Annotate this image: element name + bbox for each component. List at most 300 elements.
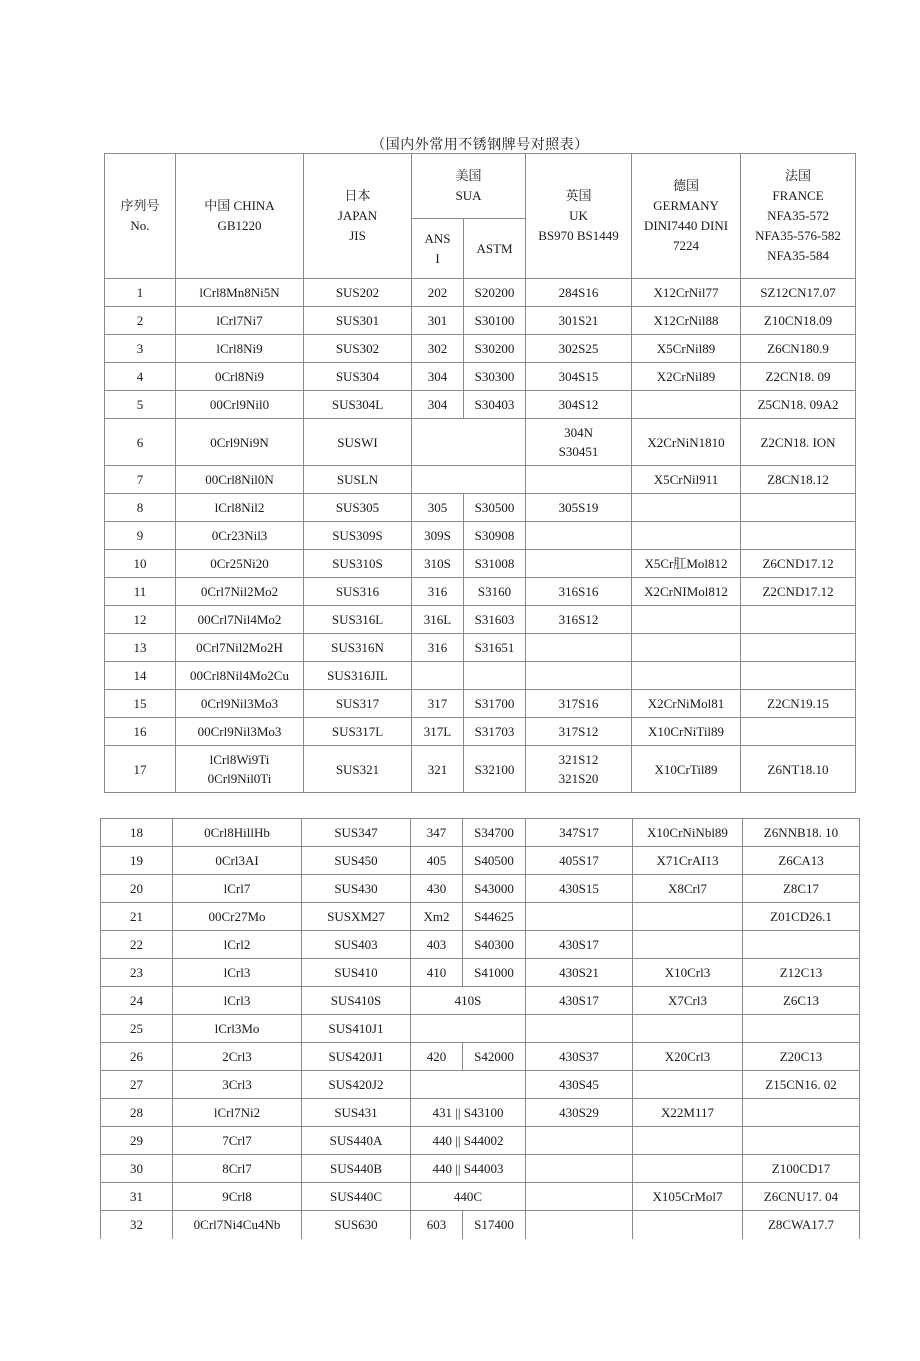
table-row [101, 931, 860, 959]
cell-china: 0Cr23Nil3 [176, 522, 304, 550]
cell-japan: SUSXM27 [302, 903, 411, 931]
header-germany [632, 154, 741, 279]
cell-china: 0Crl9Ni9N [176, 419, 304, 466]
cell-france: Z12C13 [743, 959, 860, 987]
cell-france: Z15CN16. 02 [743, 1071, 860, 1099]
table-row [105, 307, 856, 335]
cell-uk [526, 634, 632, 662]
cell-china [176, 746, 304, 793]
cell-france [741, 662, 856, 690]
cell-no: 25 [101, 1015, 173, 1043]
header-germany-line4: 7224 [673, 238, 700, 253]
cell-china: lCrl3Mo [173, 1015, 302, 1043]
cell-astm: S41000 [463, 959, 526, 987]
cell-france: Z01CD26.1 [743, 903, 860, 931]
header-france-line1: 法国 [785, 168, 812, 183]
cell-no: 19 [101, 847, 173, 875]
cell-germany [632, 522, 741, 550]
cell-japan: SUS310S [304, 550, 412, 578]
cell-no: 6 [105, 419, 176, 466]
cell-japan: SUS316L [304, 606, 412, 634]
cell-germany: X10CrNiNbl89 [633, 819, 743, 847]
header-germany-line2: GERMANY [653, 198, 719, 213]
header-japan-line3: JIS [349, 228, 366, 243]
header-france [741, 154, 856, 279]
table-row [105, 606, 856, 634]
header-ansi-line1: ANS [424, 230, 451, 246]
cell-japan: SUS410J1 [302, 1015, 411, 1043]
cell-ansi: 410 [411, 959, 463, 987]
table-row [101, 1071, 860, 1099]
cell-china: lCrl8Nil2 [176, 494, 304, 522]
cell-france [741, 718, 856, 746]
cell-japan: SUSWI [304, 419, 412, 466]
cell-france [743, 931, 860, 959]
cell-astm: S43000 [463, 875, 526, 903]
cell-ansi: 304 [412, 391, 464, 419]
cell-astm: S30300 [464, 363, 526, 391]
cell-germany [632, 634, 741, 662]
cell-no: 8 [105, 494, 176, 522]
cell-france: Z2CN18. 09 [741, 363, 856, 391]
cell-japan: SUS316JIL [304, 662, 412, 690]
cell-astm: S32100 [464, 746, 526, 793]
cell-uk: 430S37 [526, 1043, 633, 1071]
cell-no: 32 [101, 1211, 173, 1239]
cell-china: 00Crl8Nil0N [176, 466, 304, 494]
table-row [101, 987, 860, 1015]
table-row [105, 363, 856, 391]
cell-no: 16 [105, 718, 176, 746]
cell-astm: S30100 [464, 307, 526, 335]
cell-germany: X71CrAI13 [633, 847, 743, 875]
cell-germany [633, 931, 743, 959]
cell-no: 4 [105, 363, 176, 391]
cell-uk [526, 550, 632, 578]
cell-no: 24 [101, 987, 173, 1015]
table-row [105, 466, 856, 494]
cell-uk: 302S25 [526, 335, 632, 363]
cell-ansi: 316 [412, 578, 464, 606]
table-row [101, 1211, 860, 1239]
cell-china: lCrl3 [173, 987, 302, 1015]
cell-ansi: 202 [412, 279, 464, 307]
cell-no: 20 [101, 875, 173, 903]
cell-france [741, 606, 856, 634]
cell-germany: X7Crl3 [633, 987, 743, 1015]
cell-astm: S42000 [463, 1043, 526, 1071]
table-row [101, 1155, 860, 1183]
cell-no: 31 [101, 1183, 173, 1211]
header-astm: ASTM [464, 219, 526, 279]
cell-ansi: 420 [411, 1043, 463, 1071]
header-france-line3: NFA35-572 [767, 208, 829, 223]
table-row [101, 875, 860, 903]
cell-no: 7 [105, 466, 176, 494]
cell-china: 8Crl7 [173, 1155, 302, 1183]
cell-uk [526, 419, 632, 466]
cell-germany [633, 1071, 743, 1099]
table-row [105, 550, 856, 578]
cell-ansi: 316L [412, 606, 464, 634]
cell-no: 17 [105, 746, 176, 793]
cell-germany: X22M117 [633, 1099, 743, 1127]
cell-ansi: Xm2 [411, 903, 463, 931]
cell-japan: SUS305 [304, 494, 412, 522]
cell-japan: SUS317L [304, 718, 412, 746]
header-china-line1: 中国 CHINA [204, 198, 275, 213]
cell-astm: S40300 [463, 931, 526, 959]
cell-line: S30451 [558, 444, 599, 459]
cell-ansi: 310S [412, 550, 464, 578]
header-uk-line2: UK [569, 208, 588, 223]
cell-no: 23 [101, 959, 173, 987]
steel-grade-table-part2 [100, 818, 860, 1239]
table-caption: （国内外常用不锈钢牌号对照表） [371, 138, 589, 153]
cell-uk: 284S16 [526, 279, 632, 307]
cell-ansi: 430 [411, 875, 463, 903]
cell-uk: 430S29 [526, 1099, 633, 1127]
header-germany-line1: 德国 [673, 178, 700, 193]
cell-japan: SUS410S [302, 987, 411, 1015]
table-row [101, 1015, 860, 1043]
cell-ansi: 403 [411, 931, 463, 959]
cell-germany [632, 494, 741, 522]
cell-japan: SUS347 [302, 819, 411, 847]
table-row [101, 1099, 860, 1127]
cell-ansi: 309S [412, 522, 464, 550]
cell-france: Z6CN180.9 [741, 335, 856, 363]
table-row [101, 1043, 860, 1071]
cell-ansi: 321 [412, 746, 464, 793]
cell-no: 13 [105, 634, 176, 662]
cell-ansi: 317L [412, 718, 464, 746]
header-france-line2: FRANCE [772, 188, 824, 203]
table-row [105, 578, 856, 606]
cell-france: Z6CA13 [743, 847, 860, 875]
cell-ansi: 440 || S44002 [411, 1127, 526, 1155]
cell-line: 321S12 [558, 752, 599, 767]
cell-france: Z8CWA17.7 [743, 1211, 860, 1239]
cell-japan: SUS430 [302, 875, 411, 903]
cell-ansi: 347 [411, 819, 463, 847]
cell-china: 0Crl7Nil2Mo2 [176, 578, 304, 606]
table-row [101, 1127, 860, 1155]
cell-china: 2Crl3 [173, 1043, 302, 1071]
cell-france: Z5CN18. 09A2 [741, 391, 856, 419]
cell-line: 321S20 [558, 771, 599, 786]
cell-no: 9 [105, 522, 176, 550]
cell-ansi: 301 [412, 307, 464, 335]
header-germany-line3: DINI7440 DINI [643, 218, 729, 233]
cell-france: Z100CD17 [743, 1155, 860, 1183]
cell-france [741, 522, 856, 550]
cell-no: 21 [101, 903, 173, 931]
cell-japan: SUS316 [304, 578, 412, 606]
cell-china: lCrl8Ni9 [176, 335, 304, 363]
cell-germany: X10Crl3 [633, 959, 743, 987]
table-row [105, 391, 856, 419]
cell-ansi: 317 [412, 690, 464, 718]
cell-france: SZ12CN17.07 [741, 279, 856, 307]
table-row [105, 662, 856, 690]
cell-no: 1 [105, 279, 176, 307]
cell-uk: 317S16 [526, 690, 632, 718]
cell-no: 30 [101, 1155, 173, 1183]
cell-astm: S30200 [464, 335, 526, 363]
header-japan-line2: JAPAN [337, 208, 378, 223]
cell-uk [526, 1015, 633, 1043]
cell-astm: S44625 [463, 903, 526, 931]
cell-japan: SUS440B [302, 1155, 411, 1183]
header-uk-line1: 英国 [565, 188, 592, 203]
cell-ansi [411, 1071, 526, 1099]
cell-germany [632, 606, 741, 634]
cell-ansi: 603 [411, 1211, 463, 1239]
cell-uk [526, 903, 633, 931]
cell-france [741, 494, 856, 522]
cell-ansi [412, 662, 464, 690]
cell-no: 26 [101, 1043, 173, 1071]
cell-japan: SUS431 [302, 1099, 411, 1127]
cell-no: 2 [105, 307, 176, 335]
cell-uk: 316S16 [526, 578, 632, 606]
cell-china: 0Crl7Nil2Mo2H [176, 634, 304, 662]
cell-china: 9Crl8 [173, 1183, 302, 1211]
header-no-cn: 序列号 [120, 198, 160, 213]
cell-ansi: 305 [412, 494, 464, 522]
cell-no: 5 [105, 391, 176, 419]
cell-germany [633, 903, 743, 931]
cell-astm: S31703 [464, 718, 526, 746]
cell-germany: X2CrNiN1810 [632, 419, 741, 466]
cell-france [743, 1015, 860, 1043]
cell-astm: S3160 [464, 578, 526, 606]
cell-no: 27 [101, 1071, 173, 1099]
cell-japan: SUSLN [304, 466, 412, 494]
cell-no: 29 [101, 1127, 173, 1155]
cell-uk: 430S15 [526, 875, 633, 903]
header-no-en: No. [130, 218, 150, 233]
header-row [105, 154, 856, 219]
cell-uk: 430S21 [526, 959, 633, 987]
cell-china: 3Crl3 [173, 1071, 302, 1099]
cell-astm [464, 662, 526, 690]
cell-france: Z20C13 [743, 1043, 860, 1071]
cell-japan: SUS309S [304, 522, 412, 550]
cell-uk [526, 522, 632, 550]
header-uk [526, 154, 632, 279]
cell-line: 304N [564, 425, 593, 440]
cell-no: 15 [105, 690, 176, 718]
cell-japan: SUS440A [302, 1127, 411, 1155]
cell-germany: X12CrNil88 [632, 307, 741, 335]
header-usa-line1: 美国 [455, 168, 482, 183]
cell-france: Z6C13 [743, 987, 860, 1015]
cell-france: Z10CN18.09 [741, 307, 856, 335]
cell-astm: S31603 [464, 606, 526, 634]
cell-china: lCrl7 [173, 875, 302, 903]
cell-uk: 304S12 [526, 391, 632, 419]
cell-germany: X2CrNiMol81 [632, 690, 741, 718]
cell-uk [526, 1183, 633, 1211]
cell-uk: 301S21 [526, 307, 632, 335]
table-row [101, 903, 860, 931]
cell-germany: X5CrNil911 [632, 466, 741, 494]
cell-astm: S40500 [463, 847, 526, 875]
cell-astm: S30403 [464, 391, 526, 419]
cell-astm: S30500 [464, 494, 526, 522]
header-japan-line1: 日本 [344, 188, 371, 203]
table-row [105, 335, 856, 363]
cell-china: 00Cr27Mo [173, 903, 302, 931]
cell-germany [633, 1211, 743, 1239]
cell-china: 0Crl3AI [173, 847, 302, 875]
cell-astm: S31008 [464, 550, 526, 578]
cell-china: 00Crl7Nil4Mo2 [176, 606, 304, 634]
cell-astm: S34700 [463, 819, 526, 847]
cell-france: Z2CN19.15 [741, 690, 856, 718]
cell-ansi: 304 [412, 363, 464, 391]
cell-uk [526, 466, 632, 494]
cell-ansi: 440C [411, 1183, 526, 1211]
header-japan [304, 154, 412, 279]
cell-ansi: 410S [411, 987, 526, 1015]
cell-no: 22 [101, 931, 173, 959]
cell-line: lCrl8Wi9Ti [209, 752, 270, 767]
cell-astm: S30908 [464, 522, 526, 550]
cell-china: lCrl2 [173, 931, 302, 959]
cell-astm: S20200 [464, 279, 526, 307]
cell-japan: SUS440C [302, 1183, 411, 1211]
cell-germany: X12CrNil77 [632, 279, 741, 307]
cell-uk [526, 1211, 633, 1239]
cell-germany: X2CrNIMol812 [632, 578, 741, 606]
cell-france: Z8C17 [743, 875, 860, 903]
cell-ansi: 431 || S43100 [411, 1099, 526, 1127]
cell-germany [633, 1127, 743, 1155]
cell-china: lCrl3 [173, 959, 302, 987]
cell-japan: SUS403 [302, 931, 411, 959]
cell-uk [526, 746, 632, 793]
cell-japan: SUS450 [302, 847, 411, 875]
header-france-line5: NFA35-584 [767, 248, 829, 263]
cell-ansi: 405 [411, 847, 463, 875]
cell-france: Z6NNB18. 10 [743, 819, 860, 847]
header-france-line4: NFA35-576-582 [755, 228, 841, 243]
cell-uk: 305S19 [526, 494, 632, 522]
cell-japan: SUS304L [304, 391, 412, 419]
cell-astm: S31700 [464, 690, 526, 718]
table-row [105, 279, 856, 307]
cell-astm: S17400 [463, 1211, 526, 1239]
table-row [105, 746, 856, 793]
cell-uk [526, 662, 632, 690]
cell-no: 11 [105, 578, 176, 606]
table-row [101, 847, 860, 875]
cell-ansi: 302 [412, 335, 464, 363]
cell-japan: SUS301 [304, 307, 412, 335]
cell-ansi [411, 1015, 526, 1043]
cell-france [743, 1127, 860, 1155]
cell-germany [632, 391, 741, 419]
cell-no: 28 [101, 1099, 173, 1127]
cell-germany [633, 1155, 743, 1183]
cell-germany: X8Crl7 [633, 875, 743, 903]
cell-japan: SUS321 [304, 746, 412, 793]
header-china-line2: GB1220 [217, 218, 262, 233]
cell-japan: SUS302 [304, 335, 412, 363]
cell-france: Z6CND17.12 [741, 550, 856, 578]
cell-germany: X10CrNiTil89 [632, 718, 741, 746]
cell-ansi [412, 466, 526, 494]
cell-japan: SUS410 [302, 959, 411, 987]
cell-china: 00Crl8Nil4Mo2Cu [176, 662, 304, 690]
cell-france: Z6NT18.10 [741, 746, 856, 793]
header-ansi [412, 219, 464, 279]
cell-france [741, 634, 856, 662]
cell-france: Z8CN18.12 [741, 466, 856, 494]
header-uk-line3: BS970 BS1449 [538, 228, 619, 243]
cell-france: Z6CNU17. 04 [743, 1183, 860, 1211]
cell-germany: X5CrNil89 [632, 335, 741, 363]
cell-germany: X10CrTil89 [632, 746, 741, 793]
cell-germany [633, 1015, 743, 1043]
cell-france: Z2CN18. ION [741, 419, 856, 466]
cell-japan: SUS420J1 [302, 1043, 411, 1071]
cell-germany [632, 662, 741, 690]
cell-france: Z2CND17.12 [741, 578, 856, 606]
cell-germany: X5Cr肛Mol812 [632, 550, 741, 578]
cell-china: 00Crl9Nil3Mo3 [176, 718, 304, 746]
cell-japan: SUS316N [304, 634, 412, 662]
cell-ansi: 316 [412, 634, 464, 662]
cell-no: 10 [105, 550, 176, 578]
cell-china: 00Crl9Nil0 [176, 391, 304, 419]
header-usa [412, 154, 526, 219]
cell-japan: SUS420J2 [302, 1071, 411, 1099]
cell-germany: X105CrMol7 [633, 1183, 743, 1211]
table-row [105, 634, 856, 662]
cell-china: lCrl7Ni7 [176, 307, 304, 335]
cell-uk: 316S12 [526, 606, 632, 634]
cell-japan: SUS317 [304, 690, 412, 718]
cell-china: 0Crl8Ni9 [176, 363, 304, 391]
header-china [176, 154, 304, 279]
cell-china: 0Cr25Ni20 [176, 550, 304, 578]
table-row [105, 522, 856, 550]
table-row [101, 959, 860, 987]
table-row [101, 1183, 860, 1211]
cell-japan: SUS202 [304, 279, 412, 307]
cell-ansi [412, 419, 526, 466]
cell-china: lCrl7Ni2 [173, 1099, 302, 1127]
cell-ansi: 440 || S44003 [411, 1155, 526, 1183]
cell-china: 0Crl7Ni4Cu4Nb [173, 1211, 302, 1239]
header-no [105, 154, 176, 279]
cell-china: 7Crl7 [173, 1127, 302, 1155]
table-row [105, 419, 856, 466]
table-row [105, 718, 856, 746]
cell-japan: SUS630 [302, 1211, 411, 1239]
cell-japan: SUS304 [304, 363, 412, 391]
cell-china: lCrl8Mn8Ni5N [176, 279, 304, 307]
cell-uk [526, 1127, 633, 1155]
header-usa-line2: SUA [455, 188, 482, 203]
cell-germany: X20Crl3 [633, 1043, 743, 1071]
cell-no: 14 [105, 662, 176, 690]
cell-france [743, 1099, 860, 1127]
